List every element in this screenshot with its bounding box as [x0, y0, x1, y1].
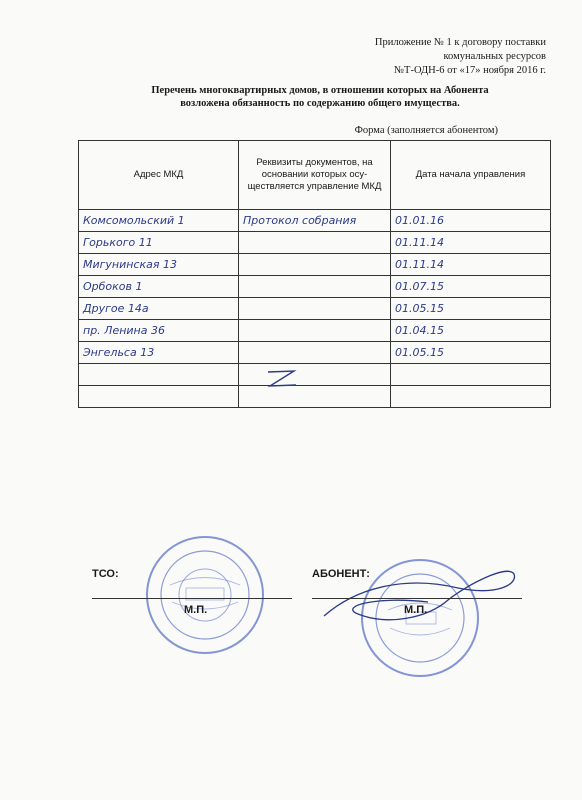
- cell-date: [391, 386, 551, 408]
- form-note: Форма (заполняется абонентом): [354, 125, 498, 136]
- cell-date: 01.11.14: [391, 254, 551, 276]
- appendix-line-2: комунальных ресурсов: [443, 51, 546, 62]
- header-start-date: Дата начала управления: [391, 141, 551, 210]
- cell-date: 01.07.15: [391, 276, 551, 298]
- header-documents: Реквизиты документов, на основании которых осу-ществляется управление МКД: [239, 141, 391, 210]
- cell-document: [239, 232, 391, 254]
- tso-signature-line: [92, 598, 292, 599]
- table-header-row: [79, 141, 551, 210]
- cell-address: [79, 364, 239, 386]
- cell-address: Орбоков 1: [79, 276, 239, 298]
- table-row: [79, 386, 551, 408]
- subscriber-seal-place: М.П.: [404, 604, 428, 616]
- table-row: [79, 298, 551, 320]
- tso-stamp-seal: [140, 530, 270, 660]
- cell-date: 01.04.15: [391, 320, 551, 342]
- cell-date: 01.01.16: [391, 210, 551, 232]
- z-strike-mark: [262, 368, 302, 392]
- cell-date: 01.05.15: [391, 342, 551, 364]
- table-row: [79, 276, 551, 298]
- cell-address: Мигунинская 13: [79, 254, 239, 276]
- appendix-line-1: Приложение № 1 к договору поставки: [374, 37, 546, 48]
- cell-date: 01.11.14: [391, 232, 551, 254]
- table-row: [79, 210, 551, 232]
- cell-date: 01.05.15: [391, 298, 551, 320]
- title-line-1: Перечень многоквартирных домов, в отношении которых на Абонента: [151, 85, 489, 96]
- mkd-table: [78, 140, 551, 408]
- cell-document: [239, 276, 391, 298]
- cell-address: Другое 14а: [79, 298, 239, 320]
- tso-seal-place: М.П.: [184, 604, 208, 616]
- cell-document: [239, 254, 391, 276]
- table-row: [79, 254, 551, 276]
- appendix-reference: [375, 36, 546, 78]
- cell-address: Горького 11: [79, 232, 239, 254]
- subscriber-label: АБОНЕНТ:: [312, 568, 370, 580]
- tso-label: ТСО:: [92, 568, 119, 580]
- subscriber-signature-line: [312, 598, 522, 599]
- cell-address: [79, 386, 239, 408]
- cell-document: [239, 298, 391, 320]
- cell-document: Протокол собрания: [239, 210, 391, 232]
- title-line-2: возложена обязанность по содержанию общего имущества.: [180, 98, 460, 109]
- cell-address: Энгельса 13: [79, 342, 239, 364]
- appendix-line-3: №Т-ОДН-6 от «17» ноября 2016 г.: [394, 65, 546, 76]
- cell-address: пр. Ленина 36: [79, 320, 239, 342]
- cell-document: [239, 342, 391, 364]
- document-title: [100, 84, 540, 110]
- cell-address: Комсомольский 1: [79, 210, 239, 232]
- table-row: [79, 364, 551, 386]
- header-address: Адрес МКД: [79, 141, 239, 210]
- cell-date: [391, 364, 551, 386]
- table-row: [79, 232, 551, 254]
- table-row: [79, 342, 551, 364]
- table-row: [79, 320, 551, 342]
- cell-document: [239, 320, 391, 342]
